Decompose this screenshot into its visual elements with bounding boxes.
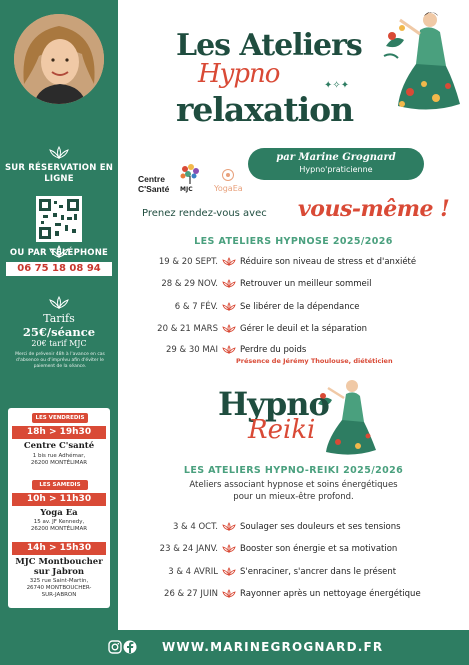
website-link[interactable]: WWW.MARINEGROGNARD.FR [162, 640, 384, 654]
sparkle-icon: ✦✧✦ [324, 80, 350, 91]
tarifs-title: Tarifs [43, 312, 75, 325]
session-topic: Retrouver un meilleur sommeil [240, 279, 372, 289]
session-date: 26 & 27 JUIN [164, 589, 218, 599]
session-date: 3 & 4 OCT. [172, 522, 218, 532]
reiki-row [118, 544, 469, 558]
schedule-card [8, 408, 110, 608]
session-topic: Booster son énergie et sa motivation [240, 544, 398, 554]
woman-illustration [380, 6, 466, 112]
social-icons [108, 639, 138, 655]
hypnose-row [118, 257, 469, 271]
session-date: 3 & 4 AVRIL [168, 567, 218, 577]
samedis-place-1: Yoga Ea [40, 508, 78, 518]
facebook-icon[interactable] [124, 641, 137, 654]
session-topic: Perdre du poids [240, 345, 307, 355]
presenter-banner [248, 148, 424, 180]
reiki-subtitle-2: pour un mieux-être profond. [233, 492, 354, 502]
lotus-icon [222, 567, 236, 577]
title-les-ateliers: Les Ateliers [176, 28, 362, 63]
presence-note: Présence de Jérémy Thoulouse, diététicien [236, 357, 393, 365]
reiki-title-hypno: Hypno [218, 385, 329, 423]
session-date: 29 & 30 MAI [165, 345, 218, 355]
lotus-icon [222, 589, 236, 599]
session-date: 6 & 7 FÉV. [174, 302, 218, 312]
instagram-icon[interactable] [109, 641, 121, 653]
main-content [118, 0, 469, 630]
presenter-photo [14, 14, 104, 104]
mjc-logo [176, 162, 204, 194]
lotus-icon [222, 324, 236, 334]
yogaea-circle-icon [221, 168, 235, 182]
reiki-subtitle-1: Ateliers associant hypnose et soins énergétiques [189, 480, 398, 490]
samedis-badge: LES SAMEDIS [32, 480, 88, 490]
session-topic: Réduire son niveau de stress et d'anxiété [240, 257, 417, 267]
qr-code[interactable] [36, 196, 82, 242]
yogaea-logo [214, 168, 243, 193]
samedis-place-2a: MJC Montboucher [15, 557, 103, 567]
reiki-row [118, 589, 469, 603]
hypnose-row [118, 279, 469, 293]
lotus-icon [222, 302, 236, 312]
tarif-main: 25€/séance [22, 325, 96, 339]
samedis-address-1a: 15 av. JF Kennedy, [33, 519, 85, 525]
lotus-icon [48, 296, 70, 310]
presenter-role: Hypno'praticienne [299, 165, 373, 174]
lotus-icon [222, 257, 236, 267]
samedis-time-1: 10h > 11h30 [12, 493, 106, 506]
samedis-address-2a: 325 rue Saint-Martin, [29, 578, 89, 584]
session-date: 20 & 21 MARS [157, 324, 218, 334]
samedis-address-2b: 26740 MONTBOUCHER- [26, 585, 92, 591]
title-relaxation: relaxation [176, 90, 354, 129]
reiki-row [118, 522, 469, 536]
session-topic: Rayonner après un nettoyage énergétique [240, 589, 421, 599]
lotus-icon [48, 146, 70, 160]
samedis-address-2c: SUR-JABRON [41, 592, 77, 598]
phone-number[interactable]: 06 75 18 08 94 [6, 262, 112, 276]
reiki-row [118, 567, 469, 581]
samedis-time-2: 14h > 15h30 [12, 542, 106, 555]
lotus-icon [222, 279, 236, 289]
rdv-lead: Prenez rendez-vous avec [142, 208, 267, 219]
vendredis-address-2: 26200 MONTÉLIMAR [30, 460, 88, 466]
vendredis-place: Centre C'santé [23, 441, 95, 451]
reservation-label: SUR RÉSERVATION EN LIGNE [4, 163, 114, 184]
tarif-mjc: 20€ tarif MJC [31, 339, 87, 348]
session-topic: S'enraciner, s'ancrer dans le présent [240, 567, 397, 577]
rdv-accent: vous-même ! [298, 196, 450, 222]
footer-bar [0, 630, 469, 665]
lotus-icon [222, 345, 236, 355]
lotus-icon [222, 544, 236, 554]
reiki-title: LES ATELIERS HYPNO-REIKI 2025/2026 [183, 465, 404, 476]
left-sidebar [0, 0, 118, 630]
session-date: 28 & 29 NOV. [161, 279, 218, 289]
lotus-icon [222, 522, 236, 532]
yogaea-text: YogaEa [214, 184, 243, 193]
samedis-place-2b: sur Jabron [33, 567, 85, 577]
vendredis-address-1: 1 bis rue Adhémar, [32, 453, 86, 459]
hypnose-row [118, 324, 469, 338]
title-hypno: Hypno [198, 59, 280, 89]
session-topic: Soulager ses douleurs et ses tensions [240, 522, 401, 532]
vendredis-time: 18h > 19h30 [12, 426, 106, 439]
session-date: 23 & 24 JANV. [159, 544, 218, 554]
phone-label: OU PAR TÉLÉPHONE [9, 248, 109, 258]
session-date: 19 & 20 SEPT. [158, 257, 218, 267]
samedis-address-1b: 26200 MONTÉLIMAR [30, 526, 88, 532]
session-topic: Se libérer de la dépendance [240, 302, 360, 312]
mjc-logo-text: MJC [180, 186, 193, 193]
presenter-name: par Marine Grognard [276, 152, 396, 163]
vendredis-badge: LES VENDREDIS [32, 413, 88, 423]
hypnose-row [118, 302, 469, 316]
reiki-title-reiki: Reiki [248, 415, 316, 445]
centre-csante-logo: Centre C'Santé [138, 174, 170, 194]
cancellation-note: Merci de prévenir 48h à l'avance en cas d'absence ou d'imprévu afin d'éviter le paiement de la séance. [15, 352, 105, 369]
session-topic: Gérer le deuil et la séparation [240, 324, 368, 334]
hypnose-title: LES ATELIERS HYPNOSE 2025/2026 [194, 236, 393, 247]
